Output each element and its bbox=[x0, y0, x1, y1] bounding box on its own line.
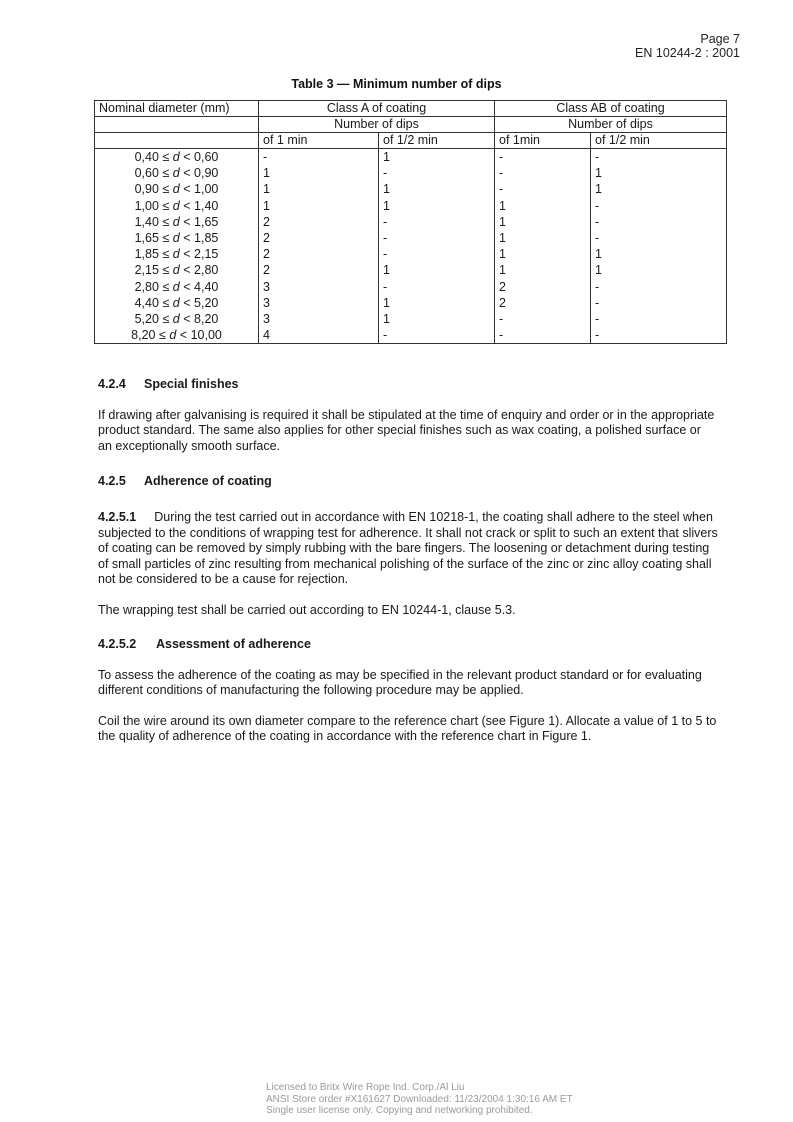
diameter-variable: d bbox=[172, 231, 180, 246]
diameter-variable: d bbox=[172, 198, 180, 213]
less-equal-symbol: ≤ bbox=[162, 263, 170, 278]
section-4-2-5-1 bbox=[98, 510, 718, 618]
class-a-half-min-cell: - bbox=[379, 327, 495, 344]
table-row bbox=[95, 327, 727, 344]
paragraph bbox=[98, 510, 718, 588]
less-than-symbol: < bbox=[183, 150, 191, 164]
class-ab-half-min-cell: - bbox=[591, 149, 727, 166]
range-lower-bound: 0,40 bbox=[134, 150, 159, 164]
diameter-range-cell bbox=[95, 181, 259, 197]
paragraph: If drawing after galvanising is required it shall be stipulated at the time of enquiry and order or in the appropriate product standard. The same also applies for other special finishes such as wax coating, a polished surface or an exceptionally smooth surface. bbox=[98, 407, 715, 453]
diameter-range-cell bbox=[95, 149, 259, 166]
license-line: Licensed to Britx Wire Rope Ind. Corp./Al Liu bbox=[266, 1082, 465, 1093]
range-upper-bound: 8,20 bbox=[194, 312, 219, 327]
range-upper-bound: 2,80 bbox=[194, 263, 219, 278]
class-ab-1min-cell: 2 bbox=[495, 295, 591, 311]
table-title: Table 3 — Minimum number of dips bbox=[291, 77, 502, 91]
table-row bbox=[95, 279, 727, 295]
table-row bbox=[95, 295, 727, 311]
less-equal-symbol: ≤ bbox=[162, 247, 170, 262]
range-upper-bound: 0,90 bbox=[194, 166, 219, 181]
class-ab-half-min-cell: - bbox=[591, 230, 727, 246]
class-ab-1min-cell: 1 bbox=[495, 230, 591, 246]
class-a-1min-cell: 2 bbox=[259, 214, 379, 230]
paragraph: To assess the adherence of the coating as may be specified in the relevant product standard or for evaluating different conditions of manufacturing the following procedure may be applied. bbox=[98, 667, 702, 697]
table-row bbox=[95, 262, 727, 278]
class-a-half-min-cell: 1 bbox=[379, 198, 495, 214]
class-ab-half-min-cell: 1 bbox=[591, 246, 727, 262]
class-a-1min-cell: 3 bbox=[259, 295, 379, 311]
class-ab-half-min-cell: - bbox=[591, 279, 727, 295]
class-ab-half-min-cell: 1 bbox=[591, 181, 727, 197]
class-a-1min-cell: 1 bbox=[259, 198, 379, 214]
diameter-variable: d bbox=[172, 263, 180, 278]
table-row bbox=[95, 230, 727, 246]
section-heading bbox=[98, 637, 718, 653]
less-than-symbol: < bbox=[183, 279, 191, 294]
class-a-half-min-cell: - bbox=[379, 214, 495, 230]
less-than-symbol: < bbox=[183, 198, 191, 213]
usage-line: Single user license only. Copying and networking prohibited. bbox=[266, 1105, 533, 1116]
section-title: Special finishes bbox=[144, 377, 239, 391]
class-a-half-min-cell: - bbox=[379, 165, 495, 181]
diameter-range-cell bbox=[95, 279, 259, 295]
header-empty-cell bbox=[95, 117, 259, 133]
less-equal-symbol: ≤ bbox=[162, 231, 170, 246]
header-class-a: Class A of coating bbox=[259, 101, 495, 117]
range-upper-bound: 10,00 bbox=[190, 328, 222, 343]
diameter-range-cell bbox=[95, 327, 259, 344]
header-a-1min: of 1 min bbox=[259, 133, 379, 149]
range-upper-bound: 4,40 bbox=[194, 279, 219, 294]
range-upper-bound: 1,85 bbox=[194, 231, 219, 246]
section-title: Assessment of adherence bbox=[156, 637, 311, 651]
class-a-half-min-cell: 1 bbox=[379, 181, 495, 197]
range-lower-bound: 5,20 bbox=[134, 312, 159, 327]
class-ab-1min-cell: 1 bbox=[495, 246, 591, 262]
less-equal-symbol: ≤ bbox=[162, 312, 170, 327]
section-heading bbox=[98, 377, 718, 393]
clause-number: 4.2.5.1 bbox=[98, 510, 137, 524]
class-ab-1min-cell: 1 bbox=[495, 214, 591, 230]
header-ab-half-min: of 1/2 min bbox=[591, 133, 727, 149]
range-upper-bound: 1,65 bbox=[194, 214, 219, 229]
class-ab-half-min-cell: - bbox=[591, 198, 727, 214]
range-upper-bound: 0,60 bbox=[194, 150, 219, 164]
table-row bbox=[95, 311, 727, 327]
diameter-variable: d bbox=[172, 166, 180, 181]
range-lower-bound: 0,90 bbox=[134, 182, 159, 197]
diameter-range-cell bbox=[95, 262, 259, 278]
header-class-ab: Class AB of coating bbox=[495, 101, 727, 117]
order-line: ANSI Store order #X161627 Downloaded: 11/23/2004 1:30:16 AM ET bbox=[266, 1093, 573, 1105]
table-row bbox=[95, 149, 727, 166]
section-4-2-5 bbox=[98, 474, 718, 490]
section-4-2-4 bbox=[98, 377, 718, 454]
class-ab-1min-cell: 2 bbox=[495, 279, 591, 295]
class-ab-half-min-cell: - bbox=[591, 311, 727, 327]
diameter-range-cell bbox=[95, 198, 259, 214]
class-ab-1min-cell: - bbox=[495, 327, 591, 344]
diameter-range-cell bbox=[95, 230, 259, 246]
class-ab-half-min-cell: 1 bbox=[591, 165, 727, 181]
range-upper-bound: 1,00 bbox=[194, 182, 219, 197]
less-than-symbol: < bbox=[179, 328, 188, 343]
less-than-symbol: < bbox=[183, 247, 191, 262]
header-row-duration bbox=[95, 133, 727, 149]
table-row bbox=[95, 246, 727, 262]
class-a-half-min-cell: - bbox=[379, 230, 495, 246]
diameter-variable: d bbox=[172, 279, 180, 294]
table-row bbox=[95, 198, 727, 214]
range-upper-bound: 5,20 bbox=[194, 295, 219, 310]
class-ab-1min-cell: - bbox=[495, 311, 591, 327]
table-row bbox=[95, 165, 727, 181]
clause-body: During the test carried out in accordance with EN 10218-1, the coating shall adhere to the steel when subjected to the conditions of wrapping test for adherence. It shall not crack or split to such an extent that slivers of coating can be removed by simply rubbing with the bare fingers. The loosening or detachment during testing of small particles of zinc resulting from mechanical polishing of the surface of the zinc or zinc alloy coating shall not be considered to be a cause for rejection. bbox=[98, 510, 718, 586]
class-ab-1min-cell: 1 bbox=[495, 262, 591, 278]
less-equal-symbol: ≤ bbox=[162, 150, 170, 164]
range-lower-bound: 0,60 bbox=[134, 166, 159, 181]
less-than-symbol: < bbox=[183, 182, 191, 197]
diameter-variable: d bbox=[169, 328, 177, 343]
header-a-half-min: of 1/2 min bbox=[379, 133, 495, 149]
section-4-2-5-2 bbox=[98, 637, 718, 745]
class-a-1min-cell: 2 bbox=[259, 230, 379, 246]
less-than-symbol: < bbox=[183, 312, 191, 327]
header-nominal-diameter: Nominal diameter (mm) bbox=[95, 101, 259, 117]
less-equal-symbol: ≤ bbox=[162, 295, 170, 310]
range-upper-bound: 2,15 bbox=[194, 247, 219, 262]
class-a-half-min-cell: 1 bbox=[379, 149, 495, 166]
class-a-half-min-cell: - bbox=[379, 279, 495, 295]
table-row bbox=[95, 214, 727, 230]
range-lower-bound: 1,00 bbox=[134, 198, 159, 213]
diameter-range-cell bbox=[95, 295, 259, 311]
class-a-half-min-cell: 1 bbox=[379, 295, 495, 311]
class-a-1min-cell: 2 bbox=[259, 246, 379, 262]
diameter-variable: d bbox=[172, 247, 180, 262]
table-body bbox=[95, 149, 727, 344]
class-ab-half-min-cell: - bbox=[591, 295, 727, 311]
range-lower-bound: 1,65 bbox=[134, 231, 159, 246]
page-number: Page 7 bbox=[700, 32, 740, 46]
less-equal-symbol: ≤ bbox=[162, 214, 170, 229]
range-upper-bound: 1,40 bbox=[194, 198, 219, 213]
diameter-range-cell bbox=[95, 311, 259, 327]
section-heading bbox=[98, 474, 718, 490]
table-row bbox=[95, 181, 727, 197]
class-a-half-min-cell: - bbox=[379, 246, 495, 262]
document-id: EN 10244-2 : 2001 bbox=[635, 46, 740, 60]
less-equal-symbol: ≤ bbox=[162, 166, 170, 181]
diameter-variable: d bbox=[172, 150, 180, 164]
class-ab-1min-cell: 1 bbox=[495, 198, 591, 214]
class-a-1min-cell: 1 bbox=[259, 165, 379, 181]
less-than-symbol: < bbox=[183, 214, 191, 229]
header-ab-1min: of 1min bbox=[495, 133, 591, 149]
class-ab-1min-cell: - bbox=[495, 165, 591, 181]
range-lower-bound: 1,85 bbox=[134, 247, 159, 262]
header-number-of-dips-ab: Number of dips bbox=[495, 117, 727, 133]
section-number: 4.2.5 bbox=[98, 474, 126, 488]
diameter-range-cell bbox=[95, 246, 259, 262]
diameter-variable: d bbox=[172, 295, 180, 310]
class-a-1min-cell: - bbox=[259, 149, 379, 166]
less-than-symbol: < bbox=[183, 295, 191, 310]
class-ab-1min-cell: - bbox=[495, 181, 591, 197]
class-a-1min-cell: 3 bbox=[259, 279, 379, 295]
class-ab-half-min-cell: - bbox=[591, 214, 727, 230]
range-lower-bound: 4,40 bbox=[134, 295, 159, 310]
class-a-1min-cell: 3 bbox=[259, 311, 379, 327]
section-number: 4.2.5.2 bbox=[98, 637, 137, 651]
less-equal-symbol: ≤ bbox=[162, 279, 170, 294]
section-number: 4.2.4 bbox=[98, 377, 126, 391]
diameter-range-cell bbox=[95, 214, 259, 230]
less-than-symbol: < bbox=[183, 231, 191, 246]
less-than-symbol: < bbox=[183, 263, 191, 278]
diameter-variable: d bbox=[172, 214, 180, 229]
header-row-number-of-dips bbox=[95, 117, 727, 133]
diameter-variable: d bbox=[172, 182, 180, 197]
class-ab-1min-cell: - bbox=[495, 149, 591, 166]
less-equal-symbol: ≤ bbox=[162, 198, 170, 213]
class-a-half-min-cell: 1 bbox=[379, 262, 495, 278]
less-than-symbol: < bbox=[183, 166, 191, 181]
range-lower-bound: 2,80 bbox=[134, 279, 159, 294]
class-ab-half-min-cell: 1 bbox=[591, 262, 727, 278]
paragraph: Coil the wire around its own diameter compare to the reference chart (see Figure 1). Allocate a value of 1 to 5 to the quality of adherence of the coating in accordance with the reference chart in Figure 1. bbox=[98, 713, 717, 743]
class-a-1min-cell: 4 bbox=[259, 327, 379, 344]
header-empty-cell bbox=[95, 133, 259, 149]
license-footer bbox=[266, 1082, 573, 1117]
range-lower-bound: 2,15 bbox=[134, 263, 159, 278]
class-ab-half-min-cell: - bbox=[591, 327, 727, 344]
range-lower-bound: 8,20 bbox=[131, 328, 156, 343]
class-a-1min-cell: 1 bbox=[259, 181, 379, 197]
page-header bbox=[635, 32, 740, 60]
minimum-dips-table bbox=[94, 100, 727, 344]
paragraph: The wrapping test shall be carried out according to EN 10244-1, clause 5.3. bbox=[98, 602, 516, 617]
less-equal-symbol: ≤ bbox=[162, 182, 170, 197]
diameter-range-cell bbox=[95, 165, 259, 181]
diameter-variable: d bbox=[172, 312, 180, 327]
less-equal-symbol: ≤ bbox=[158, 328, 166, 343]
range-lower-bound: 1,40 bbox=[134, 214, 159, 229]
header-row-class bbox=[95, 101, 727, 117]
section-title: Adherence of coating bbox=[144, 474, 272, 488]
class-a-1min-cell: 2 bbox=[259, 262, 379, 278]
header-number-of-dips-a: Number of dips bbox=[259, 117, 495, 133]
class-a-half-min-cell: 1 bbox=[379, 311, 495, 327]
